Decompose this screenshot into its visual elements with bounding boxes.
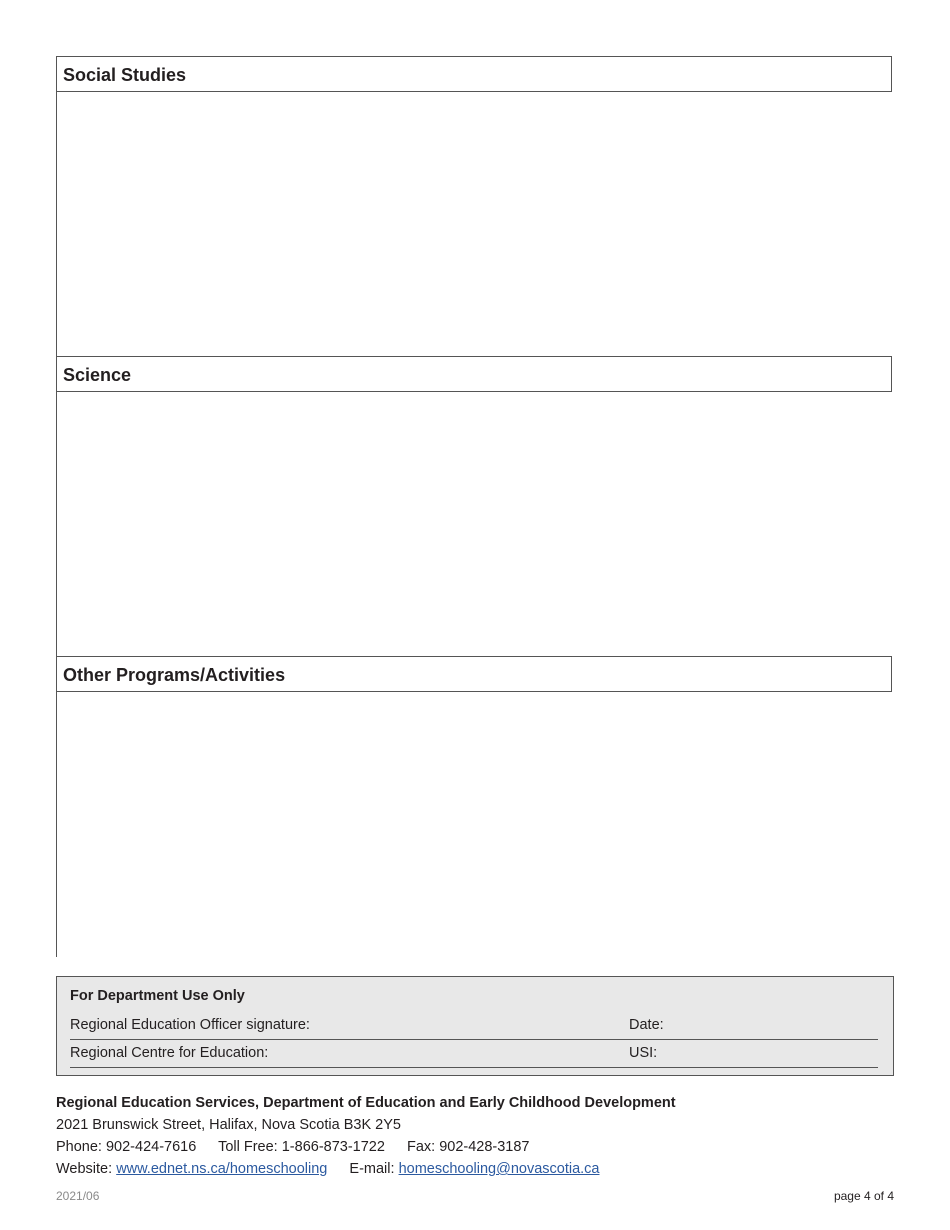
organization-name: Regional Education Services, Department of Education and Early Childhood Development — [56, 1095, 676, 1111]
science-section — [56, 356, 892, 657]
email-link[interactable]: homeschooling@novascotia.ca — [398, 1161, 600, 1177]
social-studies-input[interactable] — [57, 92, 895, 361]
date-label: Date: — [629, 1017, 664, 1033]
science-heading: Science — [57, 357, 891, 392]
address: 2021 Brunswick Street, Halifax, Nova Scotia B3K 2Y5 — [56, 1117, 401, 1133]
department-use-title: For Department Use Only — [70, 988, 245, 1004]
web-line — [56, 1158, 676, 1180]
social-studies-heading: Social Studies — [57, 57, 891, 92]
website-label: Website: — [56, 1161, 113, 1177]
website-link[interactable]: www.ednet.ns.ca/homeschooling — [116, 1161, 328, 1177]
officer-signature-label: Regional Education Officer signature: — [70, 1017, 310, 1033]
department-use-box — [56, 976, 894, 1076]
phone-line — [56, 1136, 676, 1158]
other-programs-section — [56, 656, 892, 957]
usi-label: USI: — [629, 1045, 658, 1061]
other-programs-heading: Other Programs/Activities — [57, 657, 891, 692]
phone-number: Phone: 902-424-7616 — [56, 1139, 197, 1155]
other-programs-input[interactable] — [57, 692, 895, 961]
officer-signature-row — [70, 1013, 878, 1040]
fax-number: Fax: 902-428-3187 — [406, 1139, 530, 1155]
toll-free-number: Toll Free: 1-866-873-1722 — [218, 1139, 385, 1155]
social-studies-section — [56, 56, 892, 357]
regional-centre-label: Regional Centre for Education: — [70, 1045, 269, 1061]
form-version: 2021/06 — [56, 1189, 100, 1203]
regional-centre-row — [70, 1041, 878, 1068]
science-input[interactable] — [57, 392, 895, 661]
contact-footer — [56, 1092, 676, 1180]
email-label: E-mail: — [349, 1161, 395, 1177]
page-number: page 4 of 4 — [833, 1189, 894, 1203]
